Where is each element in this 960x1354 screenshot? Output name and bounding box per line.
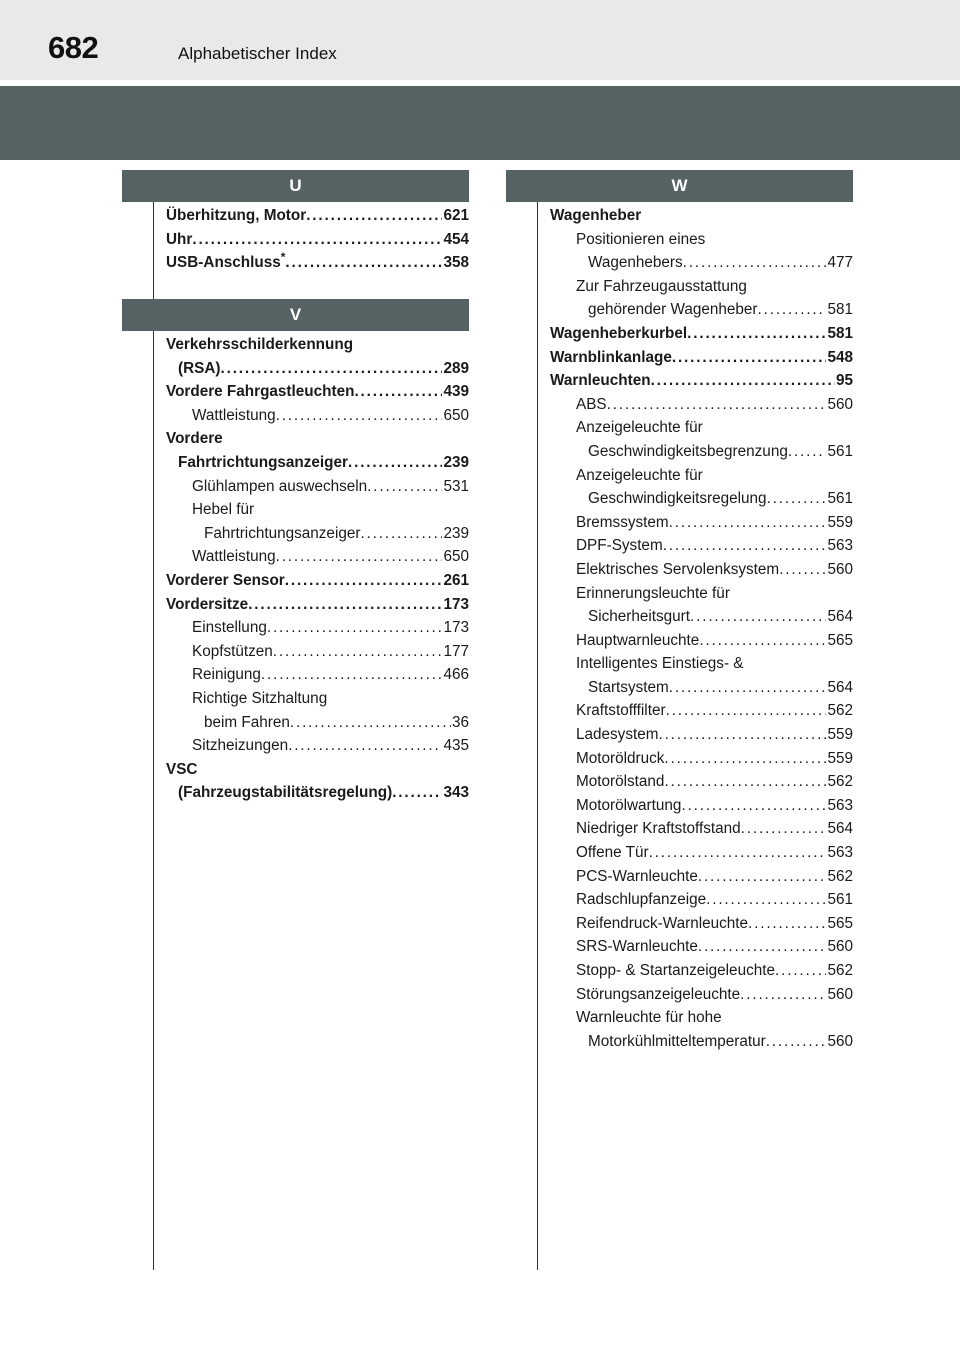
- index-list-w: [550, 204, 853, 1053]
- section-header-w: [506, 170, 853, 202]
- index-entry: Offene Tür . . . 563: [550, 841, 853, 865]
- index-entry: DPF-System . . . 563: [550, 534, 853, 558]
- index-entry: Wagenheber: [550, 207, 642, 224]
- index-entry: Überhitzung, Motor . . . 621: [166, 204, 469, 228]
- index-entry: Wagenheberkurbel . . . 581: [550, 322, 853, 346]
- index-entry: USB-Anschluss* . . . 358: [166, 251, 469, 275]
- index-entry: Stopp- & Startanzeigeleuchte . . . 562: [550, 959, 853, 983]
- column-rule-left: [153, 200, 154, 1270]
- index-list-u: [166, 204, 469, 275]
- index-entry: Vordere Fahrgastleuchten . . . 439: [166, 380, 469, 404]
- page-title: Alphabetischer Index: [178, 44, 337, 63]
- index-entry: Bremssystem . . . 559: [550, 511, 853, 535]
- index-entry: Einstellung . . . 173: [166, 616, 469, 640]
- section-header-u: [122, 170, 469, 202]
- index-entry: Wagenhebers . . . 477: [550, 251, 853, 275]
- index-entry: ABS . . . 560: [550, 393, 853, 417]
- index-entry: Geschwindigkeitsregelung . . . 561: [550, 487, 853, 511]
- section-letter-v: V: [289, 305, 302, 324]
- index-entry: Sitzheizungen . . . 435: [166, 734, 469, 758]
- index-entry: (RSA) . . . 289: [166, 357, 469, 381]
- index-entry: Wattleistung . . . 650: [166, 545, 469, 569]
- index-entry: Warnleuchte für hohe: [576, 1009, 722, 1027]
- index-entry: Glühlampen auswechseln . . . 531: [166, 475, 469, 499]
- section-letter-w: W: [671, 176, 688, 195]
- index-entry: Vorderer Sensor . . . 261: [166, 569, 469, 593]
- index-entry: Motorölstand . . . 562: [550, 770, 853, 794]
- index-entry: Kopfstützen . . . 177: [166, 640, 469, 664]
- header-band: [0, 86, 960, 160]
- column-rule-right: [537, 200, 538, 1270]
- index-entry: Richtige Sitzhaltung: [192, 689, 328, 707]
- index-entry: Vordersitze . . . 173: [166, 593, 469, 617]
- index-entry: Zur Fahrzeugausstattung: [576, 277, 747, 295]
- index-entry: VSC: [166, 760, 198, 778]
- index-entry: Verkehrsschilderkennung: [166, 336, 354, 353]
- index-entry: Motorölwartung . . . 563: [550, 794, 853, 818]
- index-entry: Motorkühlmitteltemperatur . . . 560: [550, 1030, 853, 1054]
- index-entry: Hebel für: [192, 501, 255, 519]
- page-header: [0, 0, 960, 80]
- index-entry: Ladesystem . . . 559: [550, 723, 853, 747]
- index-entry: Radschlupfanzeige . . . 561: [550, 888, 853, 912]
- index-entry: Störungsanzeigeleuchte . . . 560: [550, 983, 853, 1007]
- index-entry: Anzeigeleuchte für: [576, 466, 703, 484]
- page-number: 682: [48, 30, 99, 65]
- index-entry: Reifendruck-Warnleuchte . . . 565: [550, 912, 853, 936]
- index-entry: SRS-Warnleuchte . . . 560: [550, 935, 853, 959]
- index-entry: Intelligentes Einstiegs- &: [576, 655, 744, 673]
- index-entry: Uhr . . . 454: [166, 228, 469, 252]
- index-entry: Reinigung . . . 466: [166, 663, 469, 687]
- index-entry: Warnleuchten . . . 95: [550, 369, 853, 393]
- index-entry: gehörender Wagenheber . . . 581: [550, 298, 853, 322]
- index-entry: PCS-Warnleuchte . . . 562: [550, 865, 853, 889]
- section-header-v: [122, 299, 469, 331]
- index-entry: Hauptwarnleuchte . . . 565: [550, 629, 853, 653]
- index-entry: (Fahrzeugstabilitätsregelung) . . . 343: [166, 781, 469, 805]
- index-entry: Fahrtrichtungsanzeiger . . . 239: [166, 522, 469, 546]
- index-entry: Anzeigeleuchte für: [576, 419, 703, 437]
- section-letter-u: U: [289, 176, 302, 195]
- index-entry: Elektrisches Servolenksystem . . . 560: [550, 558, 853, 582]
- index-entry: Startsystem . . . 564: [550, 676, 853, 700]
- index-entry: Sicherheitsgurt . . . 564: [550, 605, 853, 629]
- index-entry: beim Fahren . . . 36: [166, 711, 469, 735]
- index-entry: Fahrtrichtungsanzeiger . . . 239: [166, 451, 469, 475]
- index-entry: Vordere: [166, 430, 223, 448]
- index-entry: Geschwindigkeitsbegrenzung . . . 561: [550, 440, 853, 464]
- index-entry: Wattleistung . . . 650: [166, 404, 469, 428]
- index-entry: Warnblinkanlage . . . 548: [550, 346, 853, 370]
- index-list-v: [166, 333, 469, 805]
- index-entry: Erinnerungsleuchte für: [576, 584, 730, 602]
- index-entry: Positionieren eines: [576, 230, 706, 248]
- index-entry: Niedriger Kraftstoffstand . . . 564: [550, 817, 853, 841]
- index-entry: Motoröldruck . . . 559: [550, 747, 853, 771]
- index-entry: Kraftstofffilter . . . 562: [550, 699, 853, 723]
- footnote-marker: *: [280, 250, 286, 265]
